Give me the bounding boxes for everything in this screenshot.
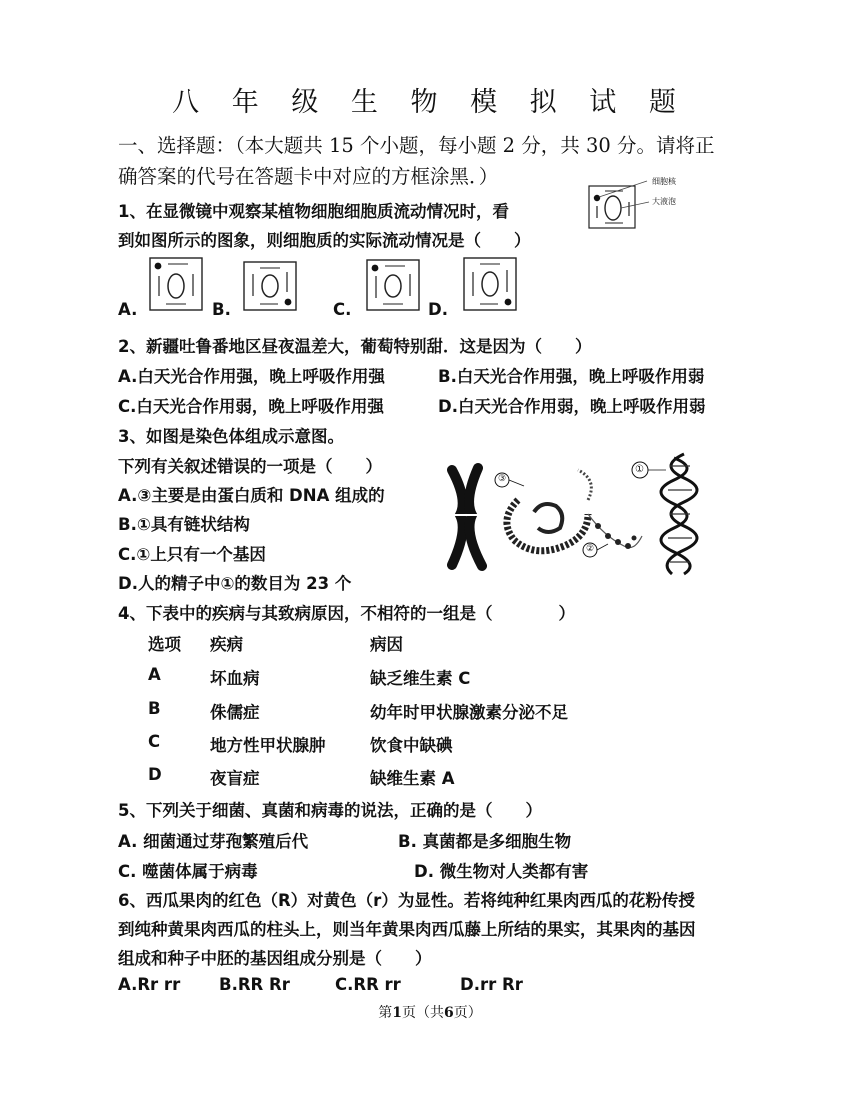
q6-stem-line-1: 6、西瓜果肉的红色（R）对黄色（r）为显性。若将纯种红果肉西瓜的花粉传授 [118, 891, 695, 910]
q5-stem: 5、下列关于细菌、真菌和病毒的说法，正确的是（ ） [118, 801, 542, 820]
q2-option-c: C.白天光合作用弱，晚上呼吸作用强 [118, 397, 384, 416]
q2-stem: 2、新疆吐鲁番地区昼夜温差大，葡萄特别甜．这是因为（ ） [118, 337, 592, 356]
footer-prefix: 第 [378, 1005, 393, 1021]
q5-option-a: A. 细菌通过芽孢繁殖后代 [118, 832, 309, 851]
q6-option-c: C.RR rr [335, 975, 401, 994]
q1-option-a-label: A. [118, 300, 138, 319]
q4-row-a-option: A [148, 665, 161, 684]
q3-option-c: C.①上只有一个基因 [118, 545, 266, 564]
q4-row-d-disease: 夜盲症 [210, 769, 260, 788]
q6-option-a: A.Rr rr [118, 975, 181, 994]
q4-header-disease: 疾病 [210, 635, 243, 654]
q1-option-b-figure [242, 260, 298, 316]
q3-stem-line-1: 3、如图是染色体组成示意图。 [118, 427, 344, 446]
q4-row-b-cause: 幼年时甲状腺激素分泌不足 [370, 703, 568, 722]
q2-option-b: B.白天光合作用强，晚上呼吸作用弱 [438, 367, 705, 386]
q3-stem-line-2: 下列有关叙述错误的一项是（ ） [118, 457, 382, 476]
q4-row-c-cause: 饮食中缺碘 [370, 736, 453, 755]
q6-option-b: B.RR Rr [219, 975, 290, 994]
q3-option-d: D.人的精子中①的数目为 23 个 [118, 574, 352, 593]
q4-stem: 4、下表中的疾病与其致病原因，不相符的一组是（ ） [118, 604, 575, 623]
page-footer [0, 1002, 860, 1022]
page-title: 八 年 级 生 物 模 拟 试 题 [172, 87, 688, 118]
q4-row-b-disease: 侏儒症 [210, 703, 260, 722]
q3-figure-mark-3: ③ [498, 474, 507, 484]
q1-stem-line-1: 1、在显微镜中观察某植物细胞细胞质流动情况时，看 [118, 202, 509, 221]
q3-figure-mark-2: ② [586, 544, 595, 554]
q4-row-c-option: C [148, 732, 161, 751]
q5-option-d: D. 微生物对人类都有害 [414, 862, 589, 881]
section-heading-line-2: 确答案的代号在答题卡中对应的方框涂黑．） [118, 165, 499, 188]
q1-option-a-figure [148, 256, 204, 316]
q3-figure-mark-1: ① [635, 464, 644, 475]
q6-stem-line-3: 组成和种子中胚的基因组成分别是（ ） [118, 949, 432, 968]
footer-mid: 页（共 [402, 1005, 444, 1021]
q1-option-c-figure [365, 258, 421, 316]
q4-row-d-cause: 缺维生素 A [370, 769, 455, 788]
q3-chromosome-figure [438, 440, 720, 580]
q2-option-d: D.白天光合作用弱，晚上呼吸作用弱 [438, 397, 706, 416]
q4-row-b-option: B [148, 699, 161, 718]
q1-option-c-label: C. [333, 300, 352, 319]
footer-page-number: 1 [392, 1005, 402, 1021]
q4-header-option: 选项 [148, 635, 181, 654]
q4-row-c-disease: 地方性甲状腺肿 [210, 736, 326, 755]
q1-figure-label-nucleus: 细胞核 [652, 177, 676, 186]
q4-row-d-option: D [148, 765, 162, 784]
q4-header-cause: 病因 [370, 635, 403, 654]
q1-option-d-label: D. [428, 300, 448, 319]
q2-option-a: A.白天光合作用强，晚上呼吸作用强 [118, 367, 385, 386]
q1-option-b-label: B. [212, 300, 231, 319]
q3-option-b: B.①具有链状结构 [118, 515, 250, 534]
section-heading-line-1: 一、选择题：（本大题共 15 个小题，每小题 2 分，共 30 分。请将正 [118, 134, 715, 157]
q1-figure-label-vacuole: 大液泡 [652, 197, 676, 206]
q1-stem-line-2: 到如图所示的图象，则细胞质的实际流动情况是（ ） [118, 231, 531, 250]
q1-option-d-figure [462, 256, 518, 316]
footer-suffix: 页） [453, 1005, 482, 1021]
q5-option-c: C. 噬菌体属于病毒 [118, 862, 258, 881]
q6-stem-line-2: 到纯种黄果肉西瓜的柱头上，则当年黄果肉西瓜藤上所结的果实，其果肉的基因 [118, 920, 696, 939]
q3-option-a: A.③主要是由蛋白质和 DNA 组成的 [118, 486, 385, 505]
q6-option-d: D.rr Rr [460, 975, 523, 994]
q5-option-b: B. 真菌都是多细胞生物 [398, 832, 572, 851]
q4-row-a-disease: 坏血病 [210, 669, 260, 688]
q4-row-a-cause: 缺乏维生素 C [370, 669, 471, 688]
footer-total-pages: 6 [444, 1005, 454, 1021]
